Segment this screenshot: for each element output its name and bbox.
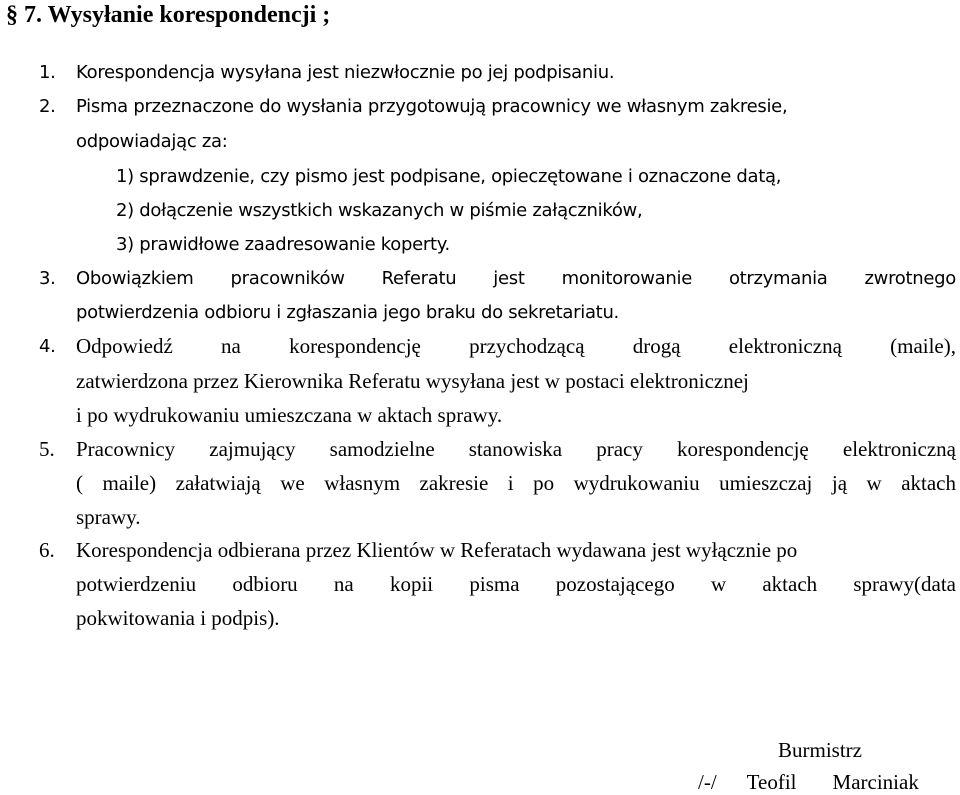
item-2-subpoint-1: 1) sprawdzenie, czy pismo jest podpisane, opieczętowane i oznaczone datą, [116,166,782,187]
item-4-line-1: Odpowiedź na korespondencję przychodzącą drogą elektroniczną (maile), [76,334,956,358]
item-3-number: 3. [39,268,56,289]
item-4-number: 4. [39,336,56,357]
section-heading: § 7. Wysyłanie korespondencji ; [6,2,331,28]
item-1-text: Korespondencja wysyłana jest niezwłocznie po jej podpisaniu. [76,62,615,83]
item-6-line-3: pokwitowania i podpis). [76,606,280,630]
item-5-line-1: Pracownicy zajmujący samodzielne stanowiska pracy korespondencję elektroniczną [76,437,956,461]
item-2-line-2: odpowiadając za: [76,131,228,152]
item-3-line-1: Obowiązkiem pracowników Referatu jest monitorowanie otrzymania zwrotnego [76,268,956,289]
item-1-number: 1. [39,62,56,83]
item-4-line-2: zatwierdzona przez Kierownika Referatu wysyłana jest w postaci elektronicznej [76,369,749,393]
item-3-line-2: potwierdzenia odbioru i zgłaszania jego braku do sekretariatu. [76,302,619,323]
item-4-line-3: i po wydrukowaniu umieszczana w aktach sprawy. [76,403,503,427]
signature-first-name: Teofil [746,770,797,794]
signature-mark: /-/ [698,770,717,794]
item-5-number: 5. [39,437,55,461]
signature-block [698,770,919,795]
item-2-number: 2. [39,96,56,117]
item-2-subpoint-2: 2) dołączenie wszystkich wskazanych w piśmie załączników, [116,200,643,221]
item-6-number: 6. [39,538,55,562]
signature-title: Burmistrz [778,738,862,762]
item-6-line-1: Korespondencja odbierana przez Klientów w Referatach wydawana jest wyłącznie po [76,538,798,562]
item-6-line-2: potwierdzeniu odbioru na kopii pisma pozostającego w aktach sprawy(data [76,572,956,596]
item-2-subpoint-3: 3) prawidłowe zaadresowanie koperty. [116,234,450,255]
signature-last-name: Marciniak [832,770,919,794]
item-5-line-2: ( maile) załatwiają we własnym zakresie i po wydrukowaniu umieszczaj ją w aktach [76,471,956,495]
item-5-line-3: sprawy. [76,505,141,529]
item-2-line-1: Pisma przeznaczone do wysłania przygotowują pracownicy we własnym zakresie, [76,96,788,117]
